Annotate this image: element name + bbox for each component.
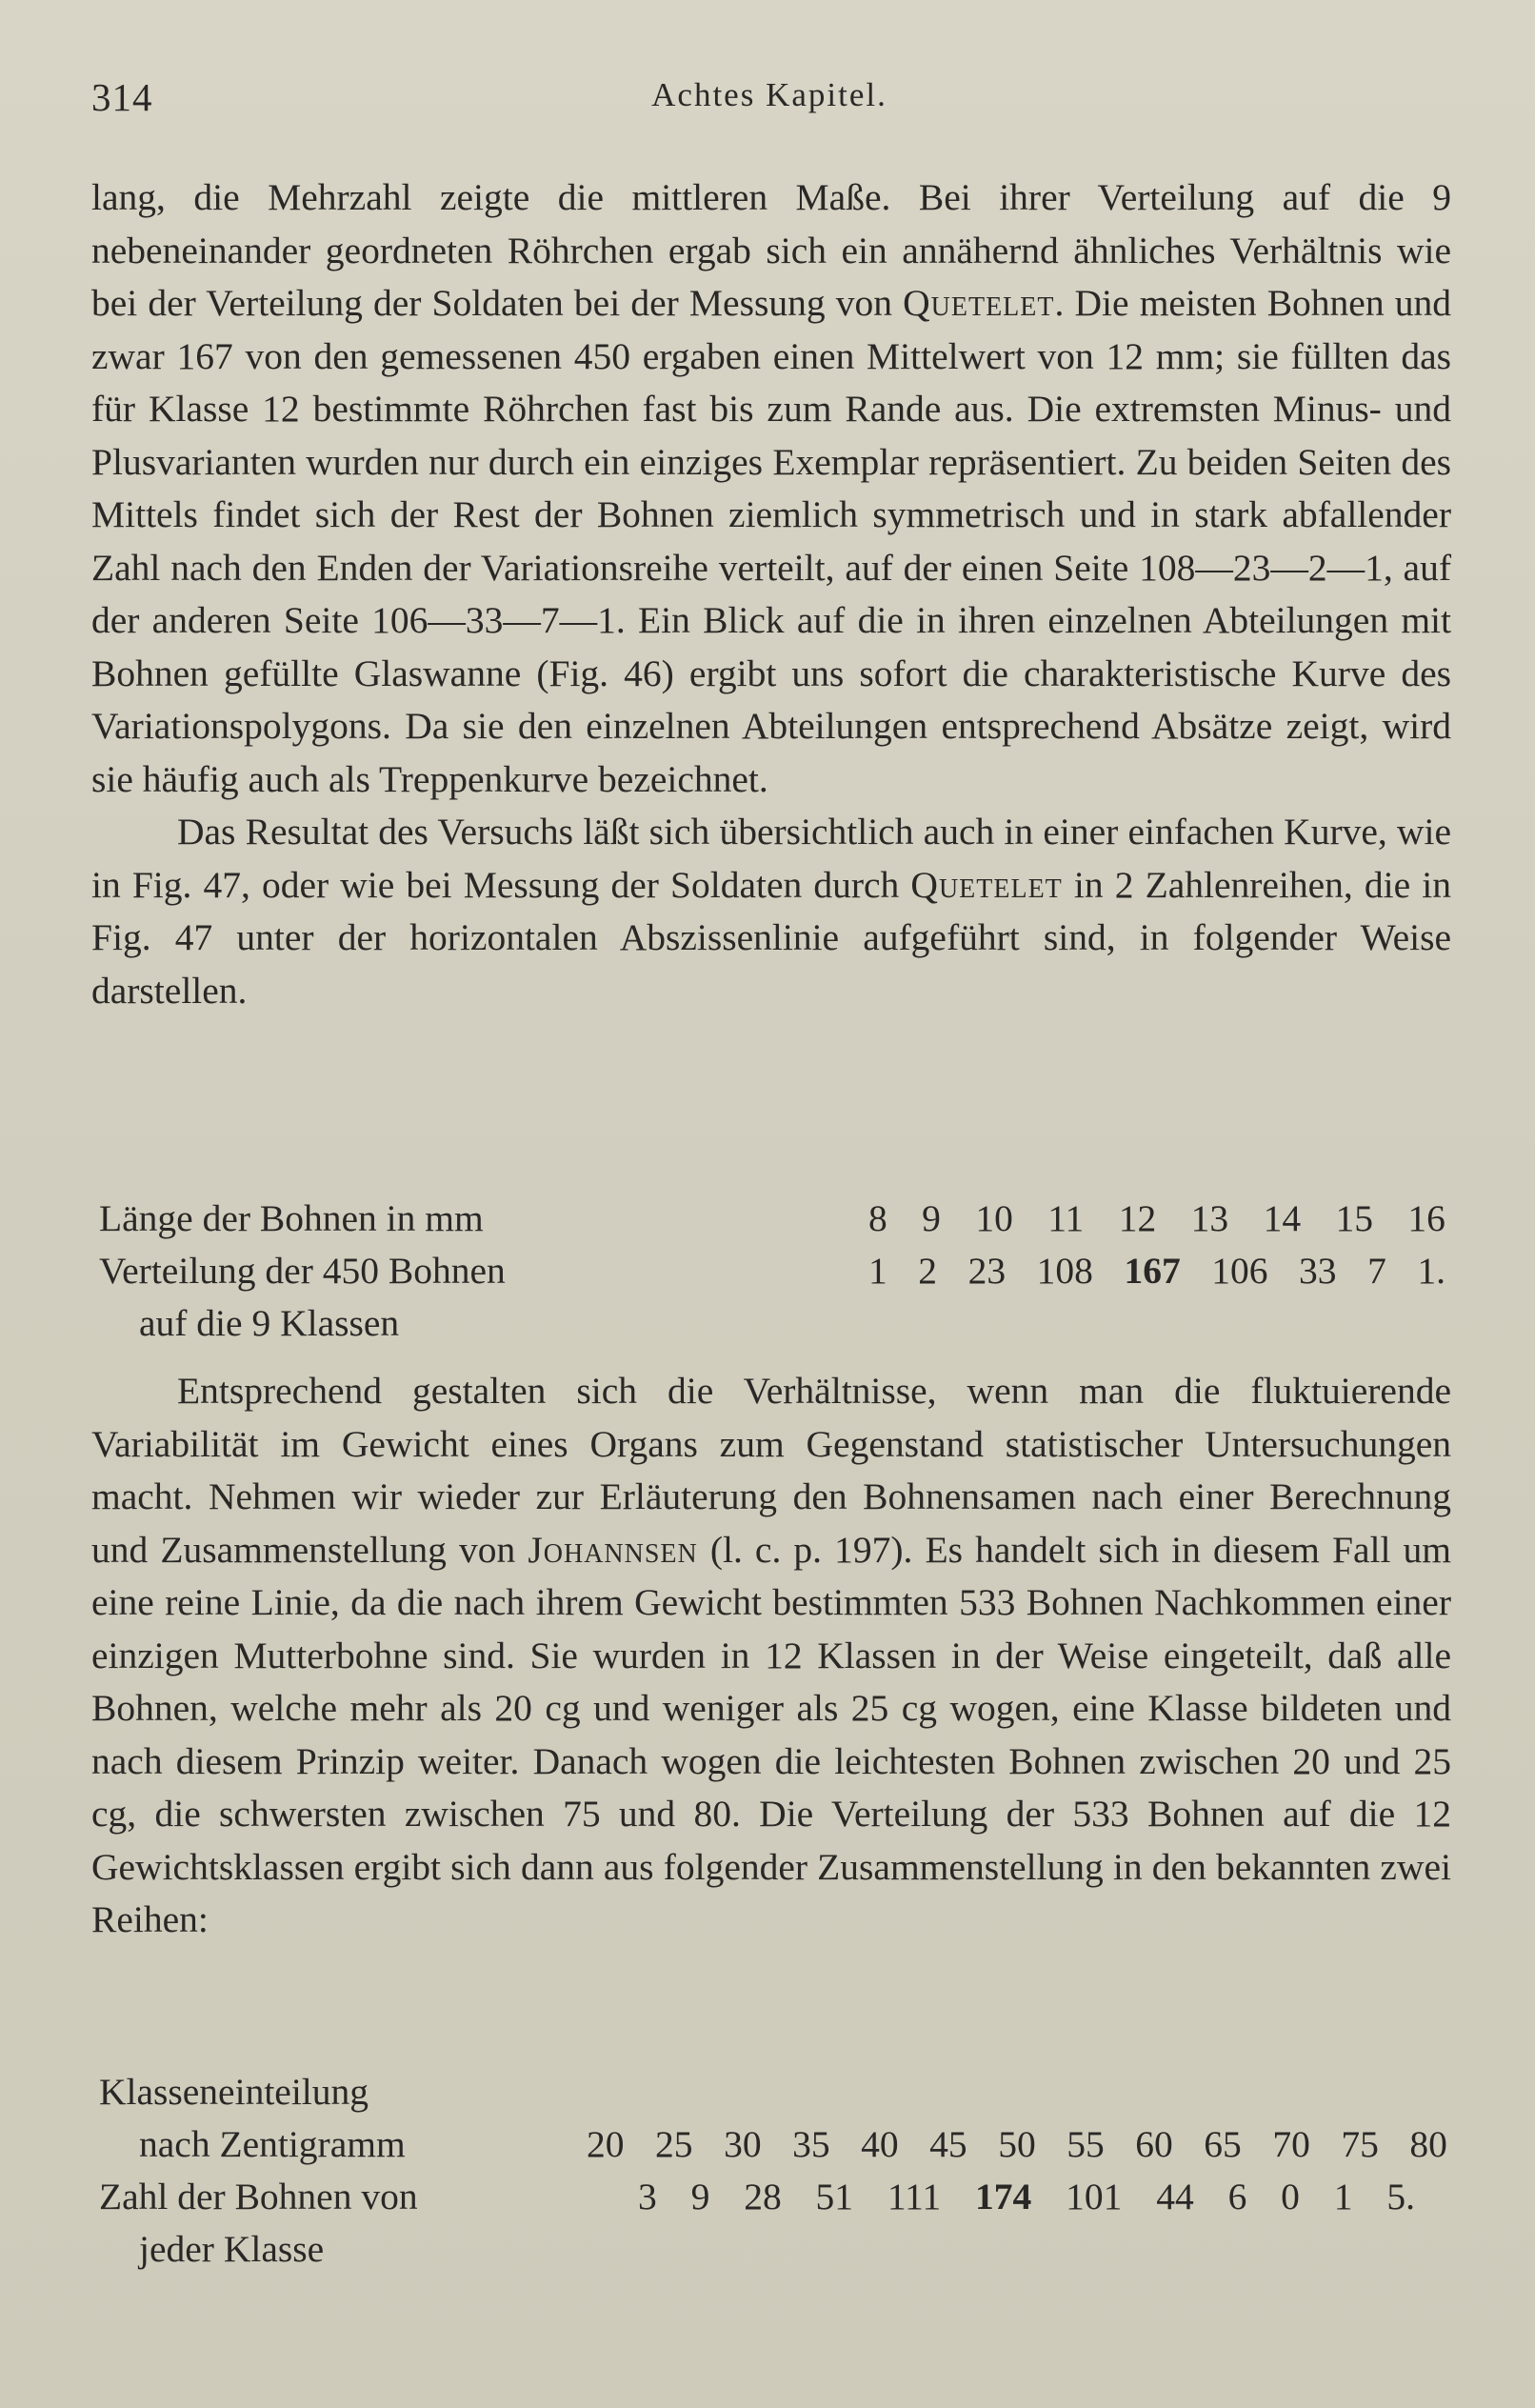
page-header: [91, 74, 1447, 131]
row-label-length: Länge der Bohnen in mm: [99, 1197, 484, 1239]
author-name-quetelet: Quetelet: [903, 282, 1055, 324]
paragraph-3-text-b: (l. c. p. 197). Es handelt sich in diesem Fall um eine reine Linie, da die nach ihrem Gewicht bestimmten 533 Bohnen Nachkommen einer einzigen Mutterbohne sind. Sie wurden in 12 Klassen in der Weise eingeteilt, daß alle Bohnen, welche mehr als 20 cg und weniger als 25 cg wogen, eine Klasse bildeten und nach diesem Prinzip weiter. Danach wogen die leichtesten Bohnen zwischen 20 und 25 cg, die schwersten zwischen 75 und 80. Die Verteilung der 533 Bohnen auf die 12 Gewichtsklassen ergibt sich dann aus folgender Zusammenstellung in den bekannten zwei Reihen:: [91, 1528, 1451, 1940]
table-row: [99, 2223, 1451, 2276]
table-cell: 23: [967, 1250, 1007, 1292]
table-cell: 2: [918, 1250, 938, 1292]
table-cell: 11: [1047, 1197, 1085, 1239]
running-head: Achtes Kapitel.: [651, 76, 887, 113]
row-label-count: Zahl der Bohnen von: [99, 2176, 418, 2217]
row-label-centigram: nach Zentigramm: [139, 2123, 406, 2165]
bean-count-values: [638, 2171, 1415, 2223]
table-cell: 25: [655, 2123, 693, 2165]
table-cell: 30: [724, 2123, 762, 2165]
body-text: [91, 171, 1451, 1017]
table-cell: 108: [1036, 1250, 1093, 1292]
table-cell: 1: [1333, 2176, 1353, 2217]
table-cell: 1: [868, 1250, 887, 1292]
table-cell: 6: [1227, 2176, 1247, 2217]
table-cell: 35: [792, 2123, 830, 2165]
bean-length-table: [99, 1193, 1451, 1350]
table-cell: 16: [1407, 1197, 1445, 1239]
table-cell: 9: [922, 1197, 941, 1239]
table-cell: 106: [1211, 1250, 1268, 1292]
table-cell: 3: [638, 2176, 657, 2217]
table-cell: 40: [861, 2123, 899, 2165]
table-cell: 12: [1118, 1197, 1157, 1239]
paragraph-2-text-a: Das Resultat des Versuchs läßt sich übersichtlich auch in einer einfachen Kurve, wie in Fig. 47, oder wie bei Messung der Soldaten durch: [91, 811, 1451, 906]
table-cell-max: 167: [1124, 1250, 1181, 1292]
table-row: [99, 1245, 1451, 1297]
table-row: [99, 2171, 1451, 2223]
weight-class-values: [587, 2118, 1447, 2171]
table-cell: 50: [998, 2123, 1036, 2165]
table-row: [99, 2066, 1451, 2118]
row-label-distribution: Verteilung der 450 Bohnen: [99, 1250, 506, 1292]
table-cell: 101: [1066, 2176, 1123, 2217]
paragraph-1-text-a: lang, die Mehrzahl zeigte die mittleren Maße. Bei ihrer Verteilung auf die 9 nebeneinander geordneten Röhrchen ergab sich ein annähernd ähnliches Verhältnis wie bei der Verteilung der Soldaten bei der Messung von: [91, 176, 1451, 324]
page-number: 314: [91, 75, 153, 119]
row-label-classification: Klasseneinteilung: [99, 2071, 369, 2113]
table-cell: 70: [1272, 2123, 1310, 2165]
table-cell: 111: [887, 2176, 942, 2217]
table-row: [99, 1297, 1451, 1350]
bean-weight-table: [99, 2066, 1451, 2276]
author-name-johannsen: Johannsen: [528, 1528, 698, 1571]
table-cell: 8: [868, 1197, 887, 1239]
paragraph-3-text-a: Entsprechend gestalten sich die Verhältnisse, wenn man die fluktuierende Variabilität im Gewicht eines Organs zum Gegenstand statistischer Untersuchungen macht. Nehmen wir wieder zur Erläuterung den Bohnensamen nach einer Berechnung und Zusammenstellung von: [91, 1370, 1451, 1571]
table-cell: 44: [1156, 2176, 1194, 2217]
paragraph-3: [91, 1365, 1451, 1947]
table-cell: 51: [815, 2176, 854, 2217]
table-cell: 33: [1299, 1250, 1337, 1292]
row-label-classes: auf die 9 Klassen: [139, 1302, 400, 1344]
table-cell: 15: [1335, 1197, 1373, 1239]
paragraph-2-text-b: in 2 Zahlenreihen, die in Fig. 47 unter der horizontalen Abszissenlinie aufgeführt sind, in folgender Weise darstellen.: [91, 863, 1451, 1012]
row-label-each-class: jeder Klasse: [139, 2228, 325, 2270]
table-cell: 60: [1135, 2123, 1173, 2165]
table-row: [99, 1193, 1451, 1245]
distribution-values: [868, 1245, 1445, 1297]
table-cell: 13: [1190, 1197, 1229, 1239]
paragraph-1-text-b: . Die meisten Bohnen und zwar 167 von den gemessenen 450 ergaben einen Mittelwert von 12 mm; sie füllten das für Klasse 12 bestimmte Röhrchen fast bis zum Rande aus. Die extremsten Minus- und Plusvarianten wurden nur durch ein einziges Exemplar repräsentiert. Zu beiden Seiten des Mittels findet sich der Rest der Bohnen ziemlich symmetrisch und in stark abfallender Zahl nach den Enden der Variationsreihe verteilt, auf der einen Seite 108—23—2—1, auf der anderen Seite 106—33—7—1. Ein Blick auf die in ihren einzelnen Abteilungen mit Bohnen gefüllte Glaswanne (Fig. 46) ergibt uns sofort die charakteristische Kurve des Variationspolygons. Da sie den einzelnen Abteilungen entsprechend Absätze zeigt, wird sie häufig auch als Treppenkurve bezeichnet.: [91, 282, 1451, 800]
body-text-2: [91, 1365, 1451, 1947]
table-cell: 65: [1204, 2123, 1242, 2165]
table-cell: 80: [1409, 2123, 1447, 2165]
table-cell: 20: [587, 2123, 625, 2165]
author-name-quetelet-2: Quetelet: [910, 863, 1063, 906]
table-cell-max: 174: [975, 2176, 1032, 2217]
table-cell: 75: [1341, 2123, 1379, 2165]
table-cell: 7: [1367, 1250, 1386, 1292]
paragraph-2: [91, 806, 1451, 1017]
table-cell: 1.: [1417, 1250, 1445, 1292]
table-cell: 45: [929, 2123, 967, 2165]
table-cell: 14: [1263, 1197, 1302, 1239]
paragraph-1: [91, 171, 1451, 806]
table-cell: 5.: [1386, 2176, 1415, 2217]
length-values: [868, 1193, 1445, 1245]
table-cell: 28: [744, 2176, 782, 2217]
table-cell: 10: [975, 1197, 1013, 1239]
table-cell: 9: [690, 2176, 710, 2217]
table-cell: 55: [1067, 2123, 1105, 2165]
table-cell: 0: [1281, 2176, 1300, 2217]
table-row: [99, 2118, 1451, 2171]
